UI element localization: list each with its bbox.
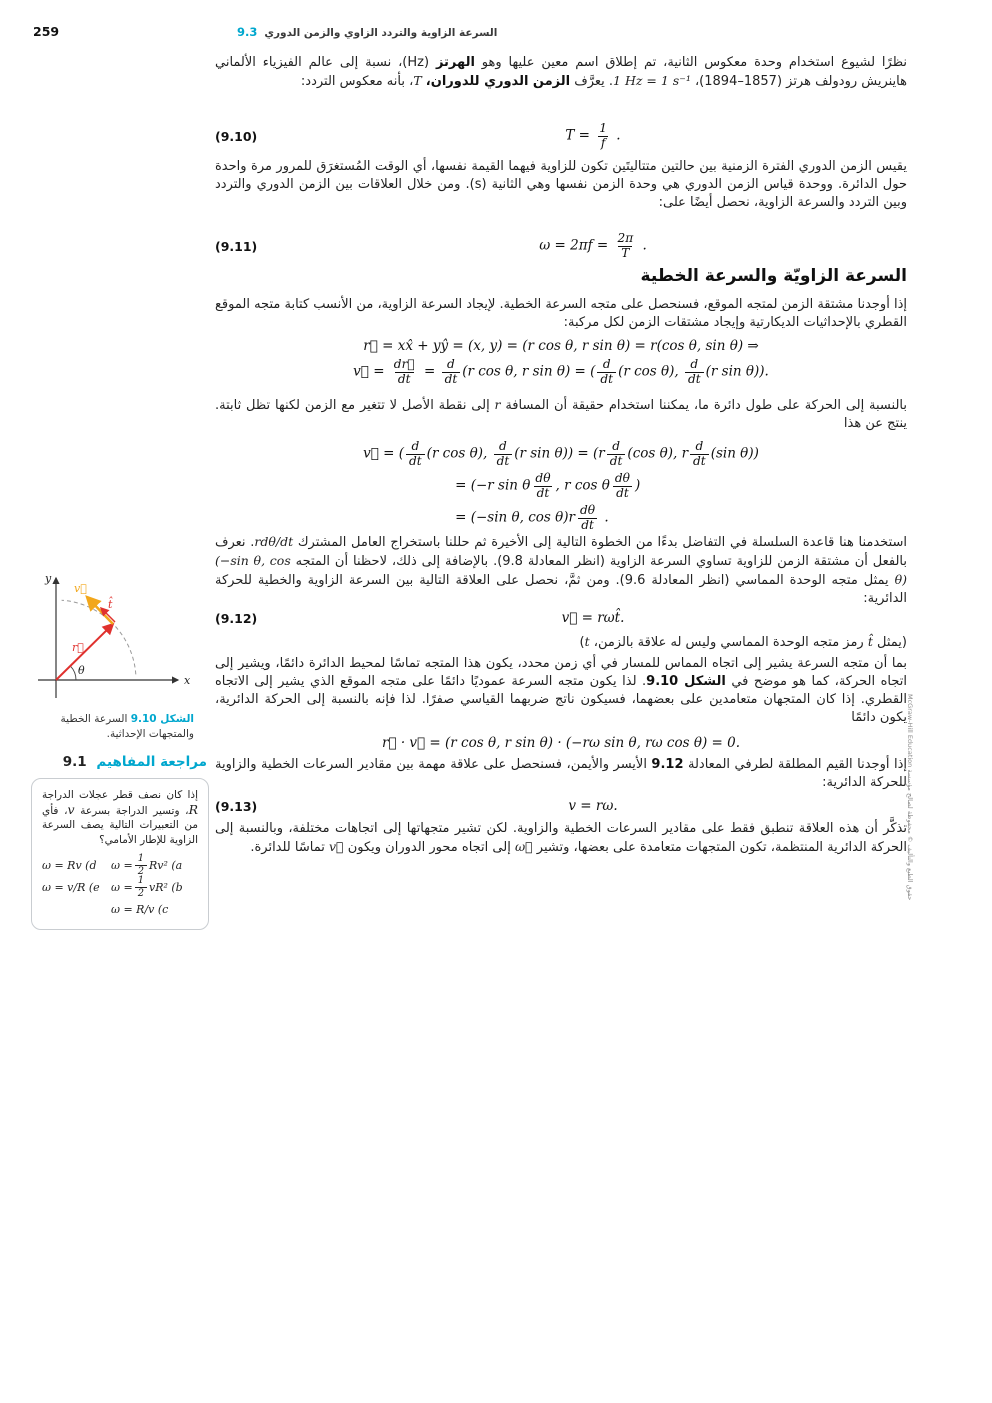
paragraph-chain-rule-explanation: استخدمنا هنا قاعدة السلسلة في التفاضل بدءًا من الخطوة التالية إلى الأخيرة ثم حللنا باستخراج العامل المشترك rdθ/dt. نعرف بالفعل أن مشتقة الزمن للزاوية تساوي السرعة الزاوية (انظر المعادلة 9.8). بالإضافة إلى ذلك، لاحظنا أن المتجه (−sin θ, cos θ) يمثل متجه الوحدة المماسي (انظر المعادلة 9.6). ومن ثمَّ، نحصل على العلاقة التالية بين السرعة الزاوية والخطية للحركة الدائرية: [215, 534, 908, 606]
copyright-notice: حقوق الطبع والتأليف © محفوظة لصالح مؤسسة McGraw-Hill Education [906, 694, 914, 901]
option-c: ω = R/v (c [111, 902, 169, 916]
paragraph-hertz-definition: نظرًا لشيوع استخدام وحدة معكوس الثانية، تم إطلاق اسم معين عليها وهو الهرتز (Hz)، نسبة إلى عالم الفيزياء الألماني هاينريش رودولف هرتز (1857–1894)، 1 Hz = 1 s⁻¹. يعرَّف الزمن الدوري للدوران، T، بأنه معكوس التردد: [215, 55, 907, 89]
equation-line: r⃗ · v⃗ = (r cos θ, r sin θ) · (−rω sin θ, rω cos θ) = 0. [381, 735, 741, 751]
equation-line: v⃗ = ( $\frac{d}{dt}$ (r cos θ), $\frac{d}{dt}$ (r sin θ)) = (r $\frac{d}{dt}$ (cos θ), r $\frac{d}{dt}$ (sin θ)) [363, 439, 759, 468]
equation-9-10: T = $\frac{1}{f}$ . [565, 120, 621, 150]
t-hat-label: t̂ [108, 598, 113, 611]
equation-number: (9.11) [215, 238, 258, 254]
equation-row-9-11 [215, 228, 907, 264]
equation-block-position-derivative [215, 334, 907, 390]
paragraph-constant-radius: بالنسبة إلى الحركة على طول دائرة ما، يمكننا استخدام حقيقة أن المسافة r إلى نقطة الأصل لا تتغير مع الزمن لكنها تظل ثابتة. ينتج عن هذا [215, 397, 907, 431]
equation-block-chain-rule [215, 436, 907, 537]
subsection-heading: السرعة الزاويّة والسرعة الخطية [640, 266, 907, 286]
paragraph-period-description: يقيس الزمن الدوري الفترة الزمنية بين حالتين متتاليتَين تكون للزاوية فيهما القيمة نفسها، أي الوقت المُستغرَق للمرور مرة واحدة حول الدائرة. ووحدة قياس الزمن الدوري هي وحدة الزمن نفسها وهي الثانية (s). ومن خلال العلاقات بين الزمن الدوري والتردد وبين التردد والسرعة الزاوية، نحصل أيضًا على: [215, 159, 908, 210]
equation-row-9-12 [215, 607, 907, 629]
concept-review-heading [33, 754, 207, 770]
equation-9-12: v⃗ = rωt̂. [561, 610, 625, 626]
figure-9-10 [28, 566, 198, 708]
equation-line: = (−r sin θ $\frac{d\theta}{dt}$ , r cos θ $\frac{d\theta}{dt}$ ) [455, 471, 641, 500]
equation-line: = (−sin θ, cos θ)r $\frac{d\theta}{dt}$ . [455, 503, 609, 533]
section-header [237, 25, 497, 39]
equation-line: r⃗ = xx̂ + yŷ = (x, y) = (r cos θ, r sin θ) = r(cos θ, sin θ) ⇒ [363, 338, 759, 354]
equation-row-9-10 [215, 116, 907, 156]
figure-caption [34, 712, 194, 742]
paragraph-velocity-tangent: بما أن متجه السرعة يشير إلى اتجاه المماس للمسار في أي زمن محدد، يكون هذا المتجه تماسًا لمحيط الدائرة دائمًا، ويشير إلى اتجاه الحركة، كما هو موضح في الشكل 9.10. لذا يكون متجه السرعة عموديًا دائمًا على متجه الموقع الذي يشير إلى الاتجاه القطري. إذا كان المتجهان متعامدين على بعضهما، فسيكون ناتج ضربهما القياسي صفرًا. لذا فإنه بالنسبة إلى الحركة الدائرية، يكون دائمًا [215, 656, 907, 725]
r-vector-label: r⃗ [72, 641, 84, 654]
v-vector-label: v⃗ [74, 582, 87, 595]
paragraph-magnitudes-note: تذكَّر أن هذه العلاقة تنطبق فقط على مقادير السرعات الخطية والزاوية. لكن تشير متجهاتها إلى اتجاهات مختلفة، وبالنسبة إلى الحركة الدائرية المنتظمة، تكون المتجهات متعامدة على بعضها، وتشير ω⃗ إلى اتجاه محور الدوران ويكون v⃗ تماسًا للدائرة. [215, 821, 907, 855]
equation-row-9-13 [215, 795, 907, 817]
equation-dot-product [215, 731, 907, 755]
theta-arc [70, 666, 76, 680]
y-axis-label: y [45, 572, 52, 585]
note-tangent-unit-vector: (يمثل t̂ رمز متجه الوحدة المماسي وليس له علاقة بالزمن، t) [579, 634, 907, 650]
section-number: 9.3 [237, 25, 258, 39]
equation-number: (9.12) [215, 610, 258, 626]
equation-line: v⃗ = $\frac{dr⃗}{dt}$ = $\frac{d}{dt}$ (r cos θ, r sin θ) = ( $\frac{d}{dt}$ (r cos θ), $\frac{d}{dt}$ (r sin θ)). [353, 357, 769, 386]
equation-number: (9.10) [215, 128, 258, 144]
figure-caption-label: الشكل 9.10 [130, 713, 194, 725]
paragraph-absolute-values: إذا أوجدنا القيم المطلقة لطرفي المعادلة 9.12 الأيسر والأيمن، فسنحصل على علاقة مهمة بين مقادير السرعات الخطية والزاوية للحركة الدائرية: [215, 757, 907, 790]
option-a: ω = $\frac{1}{2}$ Rv² (a [111, 853, 183, 877]
theta-label: θ [78, 664, 85, 677]
equation-9-11: ω = 2πf = $\frac{2\pi}{T}$ . [539, 230, 647, 260]
options-column-de [42, 854, 105, 920]
x-axis-label: x [184, 674, 191, 687]
concept-review-options [42, 854, 198, 920]
concept-review-number: 9.1 [62, 754, 87, 770]
option-b: ω = $\frac{1}{2}$ vR² (b [111, 875, 183, 899]
option-d: ω = Rv (d [42, 858, 97, 872]
equation-9-13: v = rω. [568, 798, 618, 814]
concept-review-title: مراجعة المفاهيم [96, 754, 207, 770]
concept-review-box [31, 778, 209, 930]
page-number: 259 [33, 24, 60, 39]
options-column-abc [111, 854, 198, 920]
equation-number: (9.13) [215, 798, 258, 814]
section-title: السرعة الزاوية والتردد الزاوي والزمن الدوري [264, 27, 498, 39]
paragraph-position-vector: إذا أوجدنا مشتقة الزمن لمتجه الموقع، فسنحصل على متجه السرعة الخطية. لإيجاد السرعة الزاوية، من الأنسب كتابة متجه الموقع القطري بالإحداثيات الديكارتية وإيجاد مشتقات الزمن لكل مركبة: [215, 297, 907, 330]
option-e: ω = v/R (e [42, 880, 100, 894]
concept-review-question: إذا كان نصف قطر عجلات الدراجة R، وتسير الدراجة بسرعة v، فأي من التعبيرات التالية يصف السرعة الزاوية للإطار الأمامي؟ [42, 789, 198, 846]
figure-caption-text: السرعة الخطية والمتجهات الإحداثية. [60, 713, 194, 740]
